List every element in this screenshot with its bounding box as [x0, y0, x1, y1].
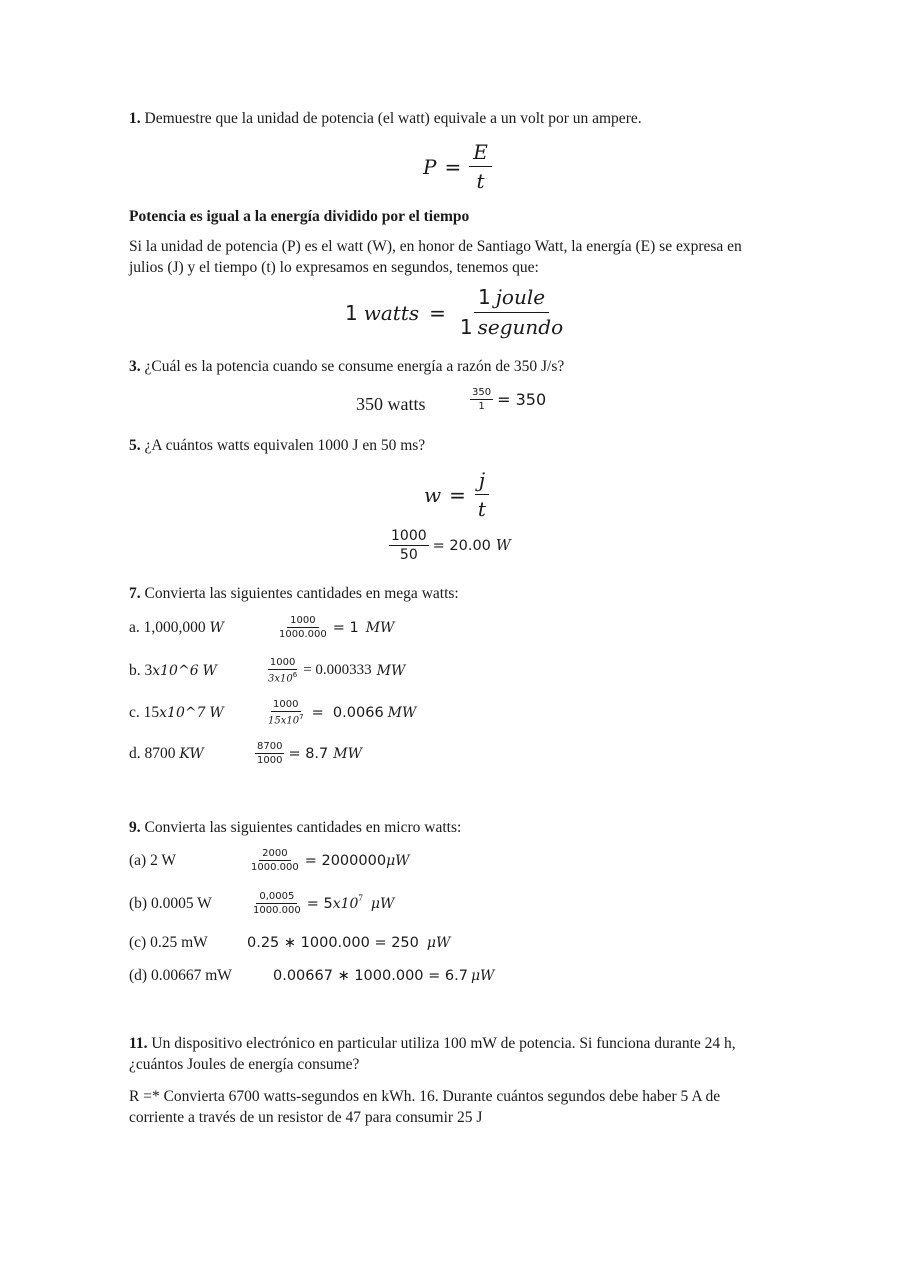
watts-formula [345, 285, 567, 340]
eq-lhs-number: 1 [345, 300, 358, 325]
calc-numerator: 1000 [391, 528, 427, 544]
question-number: 9. [129, 819, 141, 836]
eq-fraction [469, 140, 492, 193]
item-numerator: 1000 [287, 615, 318, 628]
power-formula [423, 140, 492, 193]
item-result-unit: μW [470, 968, 495, 984]
question-9 [129, 817, 779, 838]
question-5 [129, 435, 779, 456]
item-denominator: 3x10 [268, 673, 293, 685]
question-3 [129, 356, 779, 377]
item-label: a. 1,000,000 [129, 618, 206, 636]
eq-lhs-unit: watts [363, 300, 420, 325]
calc-numerator: 350 [472, 387, 492, 398]
question-text: Convierta las siguientes cantidades en mega watts: [140, 585, 459, 602]
item-result: = 2000000 [304, 852, 387, 869]
item-result-unit: MW [333, 745, 363, 762]
eq-numerator: E [469, 140, 492, 167]
answer-text: 350 watts [356, 394, 426, 414]
eq-lhs: w [424, 482, 442, 507]
eq-sign: = [444, 154, 462, 179]
item-result: = 0.000333 [303, 662, 372, 679]
item-unit: W [202, 662, 217, 679]
item-fraction [266, 657, 299, 684]
item-result: = 5 [306, 895, 333, 912]
item-denominator: 1000.000 [279, 629, 327, 640]
calc-result: = 350 [497, 390, 547, 409]
item-fraction [266, 699, 306, 726]
item-result: = 0.0066 [311, 704, 384, 721]
calc-denominator: 50 [399, 547, 418, 563]
item-denominator-exponent: 7 [299, 713, 304, 721]
item-numerator: 1000 [273, 699, 299, 710]
item-unit: W [209, 704, 224, 721]
item-denominator: 1000.000 [253, 905, 301, 916]
item-result: = 8.7 [288, 745, 329, 762]
q9-item-b [129, 891, 394, 916]
q9-item-d [129, 967, 494, 985]
question-number: 11. [129, 1035, 148, 1052]
item-numerator: 2000 [259, 848, 290, 861]
q7-item-b [129, 657, 405, 684]
denominator-unit: segundo [477, 315, 564, 339]
calc-result: = 20.00 [432, 537, 491, 554]
calc-fraction [470, 387, 493, 412]
eq-fraction [456, 285, 567, 340]
q9-item-c [129, 934, 450, 952]
question-11 [129, 1033, 779, 1075]
item-label-math: x10^7 [159, 704, 206, 721]
eq-lhs: P [423, 154, 437, 179]
question-text: Convierta las siguientes cantidades en micro watts: [140, 819, 462, 836]
item-unit: KW [179, 745, 204, 762]
item-denominator-exponent: 6 [292, 671, 298, 679]
q9-item-a [129, 848, 410, 873]
item-expression: 0.25 ∗ 1000.000 = 250 [247, 935, 419, 951]
item-result-unit: μW [386, 852, 410, 869]
item-fraction [251, 891, 303, 916]
item-numerator: 0,0005 [256, 891, 297, 904]
section-heading: Potencia es igual a la energía dividido por el tiempo [129, 208, 470, 225]
calc-unit: W [495, 537, 511, 554]
eq-denominator: t [477, 497, 486, 521]
item-fraction [255, 741, 284, 766]
item-result-unit: μW [370, 895, 395, 912]
item-result-power: x10 [332, 895, 359, 912]
q7-item-d [129, 741, 362, 766]
question-7 [129, 583, 779, 604]
item-fraction [249, 848, 301, 873]
eq-sign: = [429, 300, 446, 325]
item-numerator: 8700 [257, 741, 283, 752]
item-label: d. 8700 [129, 744, 176, 762]
q5-calculation [389, 528, 511, 563]
answer-paragraph: R =* Convierta 6700 watts-segundos en kWh. 16. Durante cuántos segundos debe haber 5 A de corriente a través de un resistor de 47 para consumir 25 J [129, 1088, 721, 1126]
item-numerator: 1000 [269, 657, 296, 668]
item-result-unit: MW [365, 619, 395, 636]
question-number: 7. [129, 585, 141, 602]
item-result-unit: MW [387, 704, 417, 721]
item-label: (c) 0.25 mW [129, 934, 208, 951]
watts-formula-2 [424, 468, 490, 521]
question-number: 1. [129, 110, 141, 127]
item-result-unit: μW [426, 935, 451, 951]
item-expression: 0.00667 ∗ 1000.000 = 6.7 [273, 968, 468, 984]
item-denominator: 1000 [257, 755, 283, 766]
question-text: ¿A cuántos watts equivalen 1000 J en 50 ms? [140, 437, 426, 454]
question-text: Demuestre que la unidad de potencia (el watt) equivale a un volt por un ampere. [140, 110, 642, 127]
item-result-exponent: 7 [358, 893, 363, 903]
denominator-number: 1 [459, 315, 473, 339]
eq-denominator: t [476, 169, 485, 193]
item-result: = 1 [332, 619, 359, 636]
item-label-math: x10^6 [152, 662, 199, 679]
question-1 [129, 108, 779, 129]
eq-fraction [474, 468, 490, 521]
question-text: Un dispositivo electrónico en particular utiliza 100 mW de potencia. Si funciona durante 24 h, ¿cuántos Joules de energía consume? [129, 1035, 736, 1073]
item-label: c. 15 [129, 703, 160, 721]
question-number: 3. [129, 358, 141, 375]
numerator-number: 1 [477, 285, 491, 309]
eq-numerator: j [475, 468, 489, 495]
question-number: 5. [129, 437, 141, 454]
q7-item-a [129, 615, 394, 640]
item-fraction [277, 615, 329, 640]
item-label: (a) 2 W [129, 851, 177, 869]
question-text: ¿Cuál es la potencia cuando se consume energía a razón de 350 J/s? [140, 358, 565, 375]
calc-denominator: 1 [478, 401, 485, 412]
q3-calculation [470, 387, 546, 412]
item-denominator: 15x10 [268, 715, 300, 727]
item-label: (b) 0.0005 W [129, 894, 212, 912]
q7-item-c [129, 699, 416, 726]
item-unit: W [209, 619, 224, 636]
numerator-unit: joule [495, 285, 546, 309]
item-label: b. 3 [129, 661, 153, 679]
item-result-unit: MW [376, 662, 406, 679]
eq-sign: = [449, 482, 466, 507]
calc-fraction [389, 528, 429, 563]
item-denominator: 1000.000 [251, 862, 299, 873]
paragraph: Si la unidad de potencia (P) es el watt (W), en honor de Santiago Watt, la energía (E) se expresa en julios (J) y el tiempo (t) lo expresamos en segundos, tenemos que: [129, 238, 742, 276]
item-label: (d) 0.00667 mW [129, 967, 232, 984]
